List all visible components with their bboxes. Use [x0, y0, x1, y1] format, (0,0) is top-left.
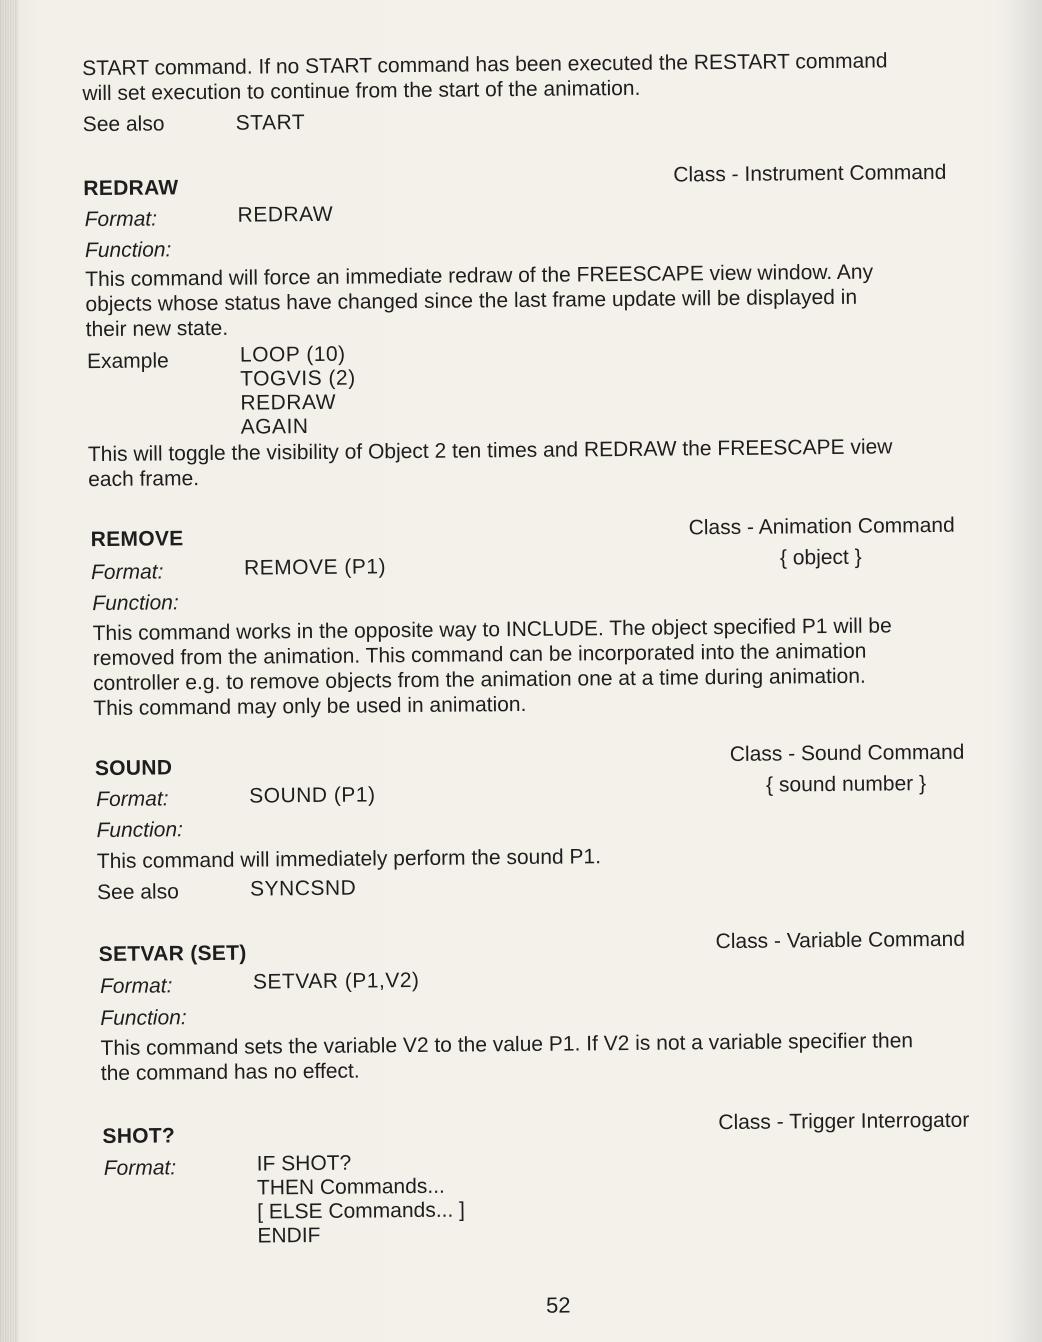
redraw-desc-line: their new state. [85, 316, 229, 342]
redraw-title: REDRAW [83, 176, 179, 201]
shot-format-line: [ ELSE Commands... ] [257, 1198, 466, 1224]
remove-desc-line: This command works in the opposite way to INCLUDE. The object specified P1 will be [92, 614, 892, 646]
remove-desc-line: controller e.g. to remove objects from the animation one at a time during animation. [93, 664, 866, 696]
redraw-description [85, 260, 873, 343]
setvar-description [100, 1028, 913, 1086]
intro-line: START command. If no START command has been executed the RESTART command [82, 49, 888, 81]
redraw-example-code [240, 343, 356, 440]
sound-class: Class - Sound Command [729, 740, 965, 766]
remove-description [93, 613, 893, 721]
shot-format-line: THEN Commands... [256, 1174, 445, 1200]
redraw-note-line: This will toggle the visibility of Object 2 ten times and REDRAW the FREESCAPE view [87, 435, 893, 467]
sound-format-label: Format: [96, 787, 169, 812]
intro-line: will set execution to continue from the start of the animation. [82, 76, 641, 106]
setvar-title: SETVAR (SET) [98, 941, 247, 967]
setvar-class: Class - Variable Command [715, 927, 966, 954]
shot-format-label: Format: [103, 1156, 177, 1181]
sound-function-label: Function: [96, 818, 184, 843]
shot-format-line: ENDIF [257, 1223, 321, 1248]
setvar-desc-line: the command has no effect. [100, 1059, 360, 1086]
sound-title: SOUND [94, 756, 173, 781]
setvar-function-label: Function: [100, 1006, 187, 1031]
shot-class: Class - Trigger Interrogator [718, 1108, 970, 1135]
sound-see-also-value: SYNCSND [249, 876, 357, 901]
redraw-function-label: Function: [84, 238, 172, 263]
example-line: REDRAW [240, 390, 337, 415]
setvar-format-label: Format: [99, 974, 173, 999]
sound-desc-line: This command will immediately perform the sound P1. [96, 845, 602, 874]
sound-see-also-label: See also [97, 880, 179, 905]
intro-see-also-value: START [235, 111, 306, 135]
redraw-format-value: REDRAW [237, 202, 334, 227]
intro-see-also-label: See also [82, 112, 165, 137]
redraw-note [88, 434, 893, 492]
example-line: AGAIN [240, 415, 309, 439]
redraw-desc-line: objects whose status have changed since the last frame update will be displayed in [85, 285, 858, 317]
remove-title: REMOVE [90, 527, 184, 552]
remove-param: { object } [779, 545, 862, 570]
remove-class: Class - Animation Command [688, 513, 955, 540]
setvar-desc-line: This command sets the variable V2 to the value P1. If V2 is not a variable specifier then [100, 1029, 914, 1061]
intro-paragraph [82, 48, 888, 106]
remove-function-label: Function: [92, 591, 179, 616]
example-line: TOGVIS (2) [240, 366, 356, 391]
sound-format-value: SOUND (P1) [249, 783, 376, 808]
remove-desc-line: This command may only be used in animation. [93, 692, 527, 721]
redraw-note-line: each frame. [88, 467, 200, 492]
redraw-class: Class - Instrument Command [673, 160, 947, 187]
shot-title: SHOT? [102, 1124, 176, 1149]
remove-desc-line: removed from the animation. This command can be incorporated into the animation [92, 639, 867, 671]
redraw-format-label: Format: [84, 207, 158, 232]
sound-param: { sound number } [766, 772, 927, 797]
redraw-desc-line: This command will force an immediate redraw of the FREESCAPE view window. Any [85, 260, 874, 292]
example-line: LOOP (10) [239, 342, 346, 367]
setvar-format-value: SETVAR (P1,V2) [252, 968, 420, 994]
redraw-example-label: Example [86, 349, 169, 374]
sound-description [97, 844, 601, 874]
remove-format-label: Format: [90, 560, 164, 585]
remove-format-value: REMOVE (P1) [243, 555, 387, 580]
page-number: 52 [545, 1292, 571, 1318]
shot-format-line: IF SHOT? [256, 1151, 352, 1176]
shot-format-code [257, 1151, 466, 1249]
